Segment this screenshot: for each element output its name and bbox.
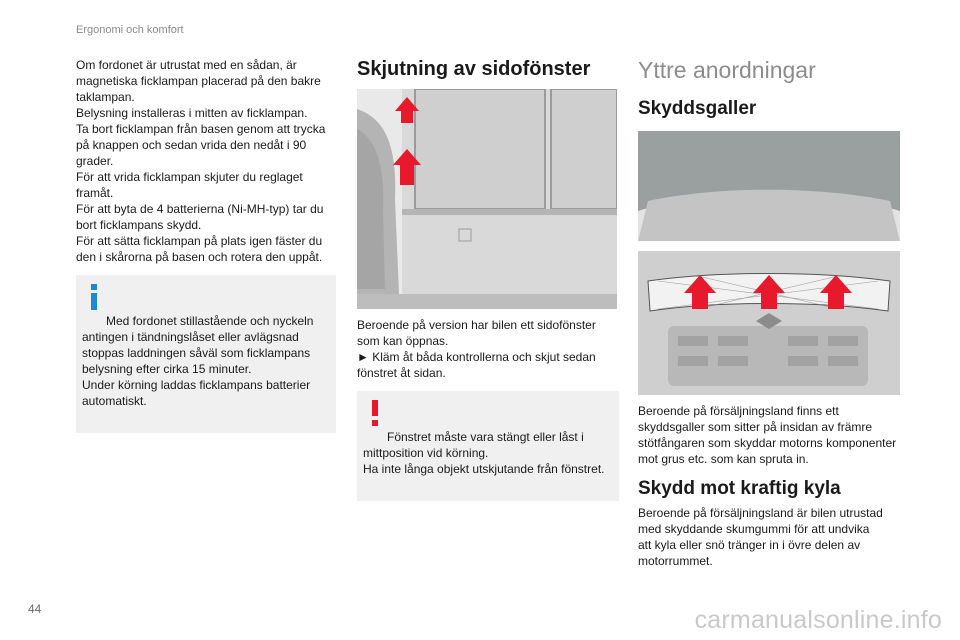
grille-illustration [638, 131, 900, 395]
warning-note [357, 391, 619, 501]
warning-note-text-rest: Ha inte långa objekt utskjutande från fönstret. [363, 462, 605, 476]
info-icon [86, 283, 102, 311]
grille-paragraph: Beroende på försäljningsland finns ett skyddsgaller som sitter på insidan av främre stötfångaren som skyddar motorns komponenter mot grus etc. som kan spruta in. [638, 404, 897, 466]
info-note-text-rest: stoppas laddningen såväl som ficklampans belysning efter cirka 15 minuter. Under körning laddas ficklampans batterier automatiskt. [82, 346, 311, 408]
grille-svg [638, 131, 900, 395]
column-right [638, 57, 900, 569]
side-window-illustration [357, 89, 617, 309]
warning-note-text-first: Fönstret måste vara stängt eller låst i mittposition vid körning. [363, 430, 584, 460]
section-title-cold-protection: Skydd mot kraftig kyla [638, 478, 841, 499]
column-left [76, 57, 336, 433]
side-window-paragraph: Beroende på version har bilen ett sidofönster som kan öppnas. ► Kläm åt båda kontrollerna och skjut sedan fönstret åt sidan. [357, 318, 596, 380]
warning-icon [367, 399, 383, 427]
flashlight-paragraph: Om fordonet är utrustat med en sådan, är magnetiska ficklampan placerad på den bakre taklampan. Belysning installeras i mitten av ficklampan. Ta bort ficklampan från basen genom att trycka på knappen och sedan vrida den nedåt i 90 grader. För att vrida ficklampan skjuter du reglaget framåt. För att byta de 4 batterierna (Ni-MH-typ) tar du bort ficklampans skydd. För att sätta ficklampan på plats igen fäster du den i skårorna på basen och rotera den uppåt. [76, 58, 326, 264]
info-note-text-first: Med fordonet stillastående och nyckeln antingen i tändningslåset eller avlägsnad [82, 314, 314, 344]
chapter-title: Yttre anordningar [638, 57, 816, 83]
cold-protection-paragraph: Beroende på försäljningsland är bilen utrustad med skyddande skumgummi för att undvika att kyla eller snö tränger in i övre delen av motorrummet. [638, 506, 883, 568]
running-header: Ergonomi och komfort [76, 24, 184, 36]
section-title-side-window: Skjutning av sidofönster [357, 58, 591, 80]
info-note [76, 275, 336, 433]
watermark: carmanualsonline.info [694, 606, 942, 634]
side-window-svg [357, 89, 617, 309]
section-title-grille: Skyddsgaller [638, 98, 757, 119]
column-middle [357, 57, 619, 501]
page-number: 44 [28, 602, 42, 616]
